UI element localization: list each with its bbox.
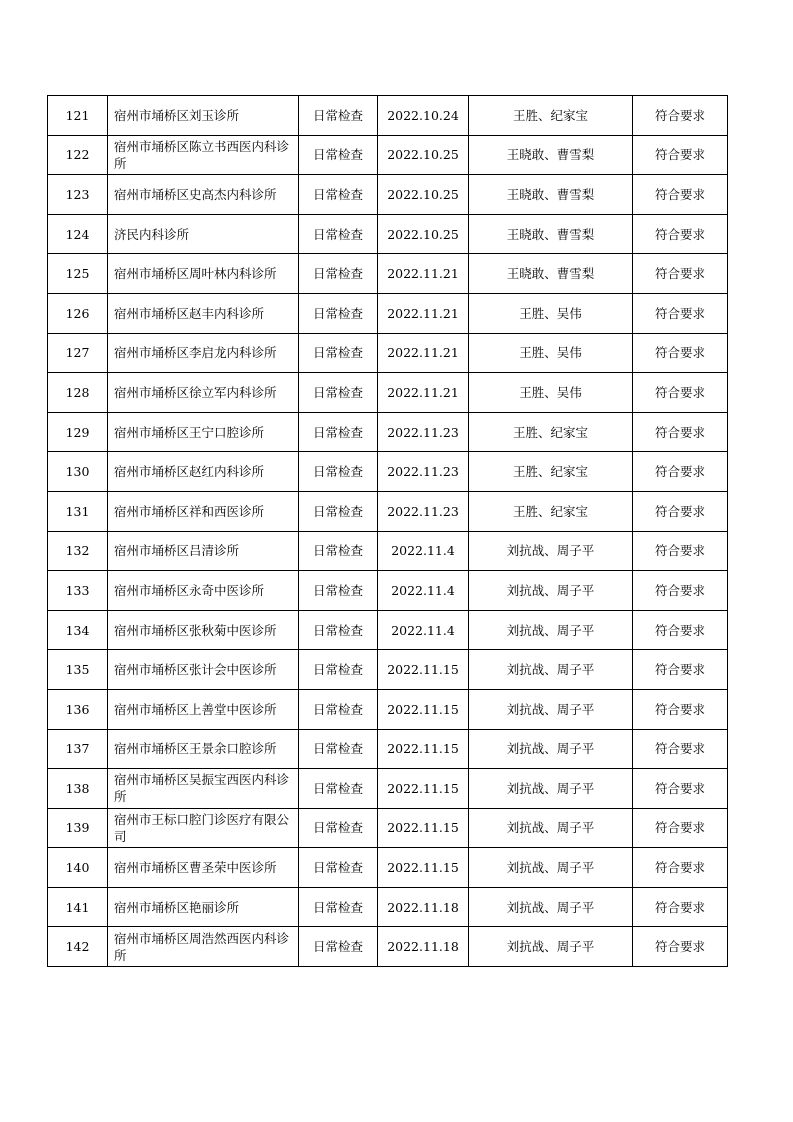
inspection-type-cell: 日常检查 xyxy=(299,887,378,927)
inspectors-cell: 刘抗战、周子平 xyxy=(469,571,633,611)
institution-name-cell: 宿州市埇桥区上善堂中医诊所 xyxy=(108,689,299,729)
inspection-date-cell: 2022.10.24 xyxy=(378,96,469,136)
inspection-type-cell: 日常检查 xyxy=(299,769,378,809)
row-number-cell: 127 xyxy=(48,333,108,373)
institution-name-cell: 宿州市埇桥区王景余口腔诊所 xyxy=(108,729,299,769)
inspection-date-cell: 2022.10.25 xyxy=(378,135,469,175)
table-row xyxy=(48,96,728,136)
inspection-date-cell: 2022.11.23 xyxy=(378,452,469,492)
inspection-type-cell: 日常检查 xyxy=(299,373,378,413)
inspectors-cell: 刘抗战、周子平 xyxy=(469,927,633,967)
institution-name-cell: 济民内科诊所 xyxy=(108,214,299,254)
inspection-date-cell: 2022.11.4 xyxy=(378,531,469,571)
inspection-result-cell: 符合要求 xyxy=(633,293,728,333)
inspection-result-cell: 符合要求 xyxy=(633,175,728,215)
inspection-type-cell: 日常检查 xyxy=(299,214,378,254)
row-number-cell: 125 xyxy=(48,254,108,294)
inspection-type-cell: 日常检查 xyxy=(299,610,378,650)
table-row xyxy=(48,769,728,809)
inspectors-cell: 王晓敢、曹雪梨 xyxy=(469,175,633,215)
inspection-date-cell: 2022.11.23 xyxy=(378,491,469,531)
institution-name-cell: 宿州市埇桥区赵丰内科诊所 xyxy=(108,293,299,333)
institution-name-cell: 宿州市埇桥区赵红内科诊所 xyxy=(108,452,299,492)
row-number-cell: 122 xyxy=(48,135,108,175)
table-row xyxy=(48,610,728,650)
row-number-cell: 124 xyxy=(48,214,108,254)
inspectors-cell: 王胜、纪家宝 xyxy=(469,96,633,136)
inspection-type-cell: 日常检查 xyxy=(299,412,378,452)
inspectors-cell: 王晓敢、曹雪梨 xyxy=(469,135,633,175)
inspectors-cell: 刘抗战、周子平 xyxy=(469,531,633,571)
institution-name-cell: 宿州市埇桥区王宁口腔诊所 xyxy=(108,412,299,452)
inspectors-cell: 王胜、纪家宝 xyxy=(469,412,633,452)
row-number-cell: 139 xyxy=(48,808,108,848)
inspection-date-cell: 2022.11.15 xyxy=(378,689,469,729)
row-number-cell: 123 xyxy=(48,175,108,215)
inspectors-cell: 王胜、纪家宝 xyxy=(469,452,633,492)
row-number-cell: 128 xyxy=(48,373,108,413)
row-number-cell: 131 xyxy=(48,491,108,531)
row-number-cell: 142 xyxy=(48,927,108,967)
inspection-type-cell: 日常检查 xyxy=(299,96,378,136)
inspection-type-cell: 日常检查 xyxy=(299,571,378,611)
row-number-cell: 140 xyxy=(48,848,108,888)
inspection-type-cell: 日常检查 xyxy=(299,927,378,967)
inspection-type-cell: 日常检查 xyxy=(299,452,378,492)
institution-name-cell: 宿州市埇桥区李启龙内科诊所 xyxy=(108,333,299,373)
institution-name-cell: 宿州市埇桥区吴振宝西医内科诊所 xyxy=(108,769,299,809)
inspection-result-cell: 符合要求 xyxy=(633,135,728,175)
institution-name-cell: 宿州市埇桥区史高杰内科诊所 xyxy=(108,175,299,215)
inspectors-cell: 王胜、吴伟 xyxy=(469,333,633,373)
institution-name-cell: 宿州市埇桥区张计会中医诊所 xyxy=(108,650,299,690)
inspection-date-cell: 2022.11.15 xyxy=(378,808,469,848)
table-row xyxy=(48,848,728,888)
institution-name-cell: 宿州市埇桥区吕清诊所 xyxy=(108,531,299,571)
inspection-result-cell: 符合要求 xyxy=(633,927,728,967)
inspection-date-cell: 2022.11.21 xyxy=(378,373,469,413)
inspection-date-cell: 2022.11.23 xyxy=(378,412,469,452)
inspection-date-cell: 2022.11.15 xyxy=(378,848,469,888)
inspectors-cell: 刘抗战、周子平 xyxy=(469,769,633,809)
table-row xyxy=(48,571,728,611)
inspection-type-cell: 日常检查 xyxy=(299,689,378,729)
table-row xyxy=(48,808,728,848)
table-row xyxy=(48,373,728,413)
row-number-cell: 126 xyxy=(48,293,108,333)
table-row xyxy=(48,254,728,294)
inspection-result-cell: 符合要求 xyxy=(633,412,728,452)
inspectors-cell: 刘抗战、周子平 xyxy=(469,808,633,848)
inspection-date-cell: 2022.11.21 xyxy=(378,293,469,333)
inspection-records-table xyxy=(47,95,728,967)
inspection-result-cell: 符合要求 xyxy=(633,848,728,888)
inspection-type-cell: 日常检查 xyxy=(299,293,378,333)
table-row xyxy=(48,175,728,215)
inspection-result-cell: 符合要求 xyxy=(633,452,728,492)
inspectors-cell: 刘抗战、周子平 xyxy=(469,650,633,690)
row-number-cell: 121 xyxy=(48,96,108,136)
institution-name-cell: 宿州市埇桥区陈立书西医内科诊所 xyxy=(108,135,299,175)
inspection-result-cell: 符合要求 xyxy=(633,214,728,254)
table-row xyxy=(48,887,728,927)
institution-name-cell: 宿州市埇桥区张秋菊中医诊所 xyxy=(108,610,299,650)
institution-name-cell: 宿州市埇桥区艳丽诊所 xyxy=(108,887,299,927)
inspection-result-cell: 符合要求 xyxy=(633,808,728,848)
inspectors-cell: 王晓敢、曹雪梨 xyxy=(469,214,633,254)
inspection-date-cell: 2022.11.18 xyxy=(378,927,469,967)
inspection-type-cell: 日常检查 xyxy=(299,175,378,215)
row-number-cell: 138 xyxy=(48,769,108,809)
inspection-result-cell: 符合要求 xyxy=(633,729,728,769)
row-number-cell: 134 xyxy=(48,610,108,650)
table-row xyxy=(48,214,728,254)
inspectors-cell: 刘抗战、周子平 xyxy=(469,848,633,888)
row-number-cell: 136 xyxy=(48,689,108,729)
inspection-result-cell: 符合要求 xyxy=(633,769,728,809)
inspection-type-cell: 日常检查 xyxy=(299,848,378,888)
inspection-type-cell: 日常检查 xyxy=(299,531,378,571)
table-row xyxy=(48,333,728,373)
inspectors-cell: 刘抗战、周子平 xyxy=(469,729,633,769)
inspection-result-cell: 符合要求 xyxy=(633,254,728,294)
inspectors-cell: 王胜、纪家宝 xyxy=(469,491,633,531)
inspection-type-cell: 日常检查 xyxy=(299,729,378,769)
inspection-date-cell: 2022.11.15 xyxy=(378,650,469,690)
inspection-date-cell: 2022.10.25 xyxy=(378,214,469,254)
institution-name-cell: 宿州市埇桥区周叶林内科诊所 xyxy=(108,254,299,294)
inspectors-cell: 刘抗战、周子平 xyxy=(469,689,633,729)
institution-name-cell: 宿州市埇桥区徐立军内科诊所 xyxy=(108,373,299,413)
inspection-date-cell: 2022.11.15 xyxy=(378,729,469,769)
inspection-date-cell: 2022.11.4 xyxy=(378,610,469,650)
table-row xyxy=(48,927,728,967)
inspectors-cell: 刘抗战、周子平 xyxy=(469,887,633,927)
table-row xyxy=(48,135,728,175)
inspection-type-cell: 日常检查 xyxy=(299,254,378,294)
inspection-result-cell: 符合要求 xyxy=(633,96,728,136)
table-row xyxy=(48,293,728,333)
table-body xyxy=(48,96,728,967)
inspection-result-cell: 符合要求 xyxy=(633,333,728,373)
inspection-date-cell: 2022.10.25 xyxy=(378,175,469,215)
institution-name-cell: 宿州市埇桥区刘玉诊所 xyxy=(108,96,299,136)
row-number-cell: 135 xyxy=(48,650,108,690)
table-row xyxy=(48,412,728,452)
inspection-type-cell: 日常检查 xyxy=(299,333,378,373)
inspection-type-cell: 日常检查 xyxy=(299,135,378,175)
inspection-date-cell: 2022.11.21 xyxy=(378,333,469,373)
inspection-result-cell: 符合要求 xyxy=(633,373,728,413)
table-row xyxy=(48,650,728,690)
institution-name-cell: 宿州市埇桥区周浩然西医内科诊所 xyxy=(108,927,299,967)
inspectors-cell: 王胜、吴伟 xyxy=(469,373,633,413)
table-row xyxy=(48,689,728,729)
row-number-cell: 129 xyxy=(48,412,108,452)
inspectors-cell: 王晓敢、曹雪梨 xyxy=(469,254,633,294)
inspection-result-cell: 符合要求 xyxy=(633,650,728,690)
row-number-cell: 141 xyxy=(48,887,108,927)
inspectors-cell: 刘抗战、周子平 xyxy=(469,610,633,650)
inspection-type-cell: 日常检查 xyxy=(299,650,378,690)
institution-name-cell: 宿州市王标口腔门诊医疗有限公司 xyxy=(108,808,299,848)
institution-name-cell: 宿州市埇桥区永奇中医诊所 xyxy=(108,571,299,611)
row-number-cell: 137 xyxy=(48,729,108,769)
inspection-type-cell: 日常检查 xyxy=(299,491,378,531)
row-number-cell: 133 xyxy=(48,571,108,611)
inspection-result-cell: 符合要求 xyxy=(633,531,728,571)
inspection-result-cell: 符合要求 xyxy=(633,491,728,531)
institution-name-cell: 宿州市埇桥区曹圣荣中医诊所 xyxy=(108,848,299,888)
inspection-type-cell: 日常检查 xyxy=(299,808,378,848)
inspection-date-cell: 2022.11.15 xyxy=(378,769,469,809)
inspection-date-cell: 2022.11.21 xyxy=(378,254,469,294)
row-number-cell: 130 xyxy=(48,452,108,492)
inspection-result-cell: 符合要求 xyxy=(633,571,728,611)
inspection-result-cell: 符合要求 xyxy=(633,689,728,729)
inspection-result-cell: 符合要求 xyxy=(633,610,728,650)
institution-name-cell: 宿州市埇桥区祥和西医诊所 xyxy=(108,491,299,531)
inspection-date-cell: 2022.11.18 xyxy=(378,887,469,927)
inspectors-cell: 王胜、吴伟 xyxy=(469,293,633,333)
table-row xyxy=(48,729,728,769)
inspection-date-cell: 2022.11.4 xyxy=(378,571,469,611)
table-row xyxy=(48,452,728,492)
row-number-cell: 132 xyxy=(48,531,108,571)
table-row xyxy=(48,531,728,571)
table-row xyxy=(48,491,728,531)
inspection-result-cell: 符合要求 xyxy=(633,887,728,927)
